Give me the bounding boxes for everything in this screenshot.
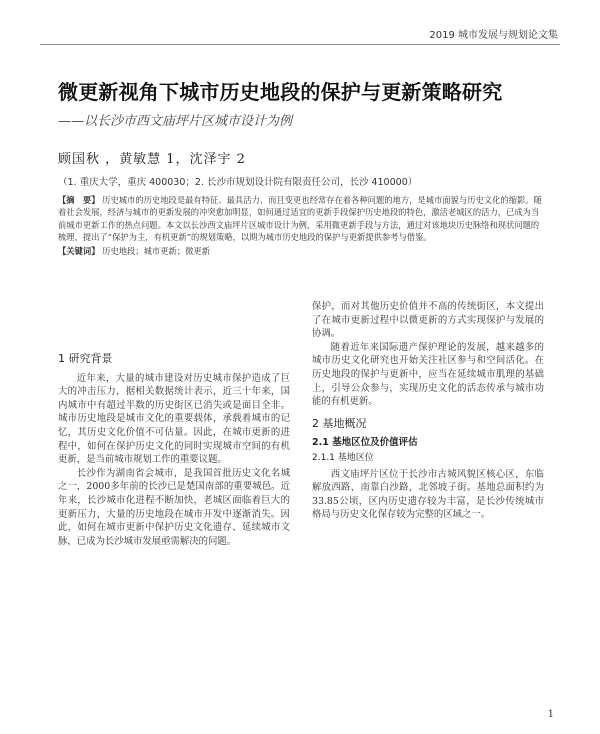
- subsubsection-heading: 2.1.1 基地区位: [312, 452, 374, 463]
- header-rule: [40, 44, 560, 45]
- body-paragraph: 随着近年来国际遗产保护理论的发展，越来越多的城市历史文化研究也开始关注社区参与和空间活化。在历史地段的保护与更新中，应当在延续城市肌理的基础上，引导公众参与，实现历史文化的活态传承与城市功能的有机更新。: [312, 341, 544, 408]
- paper-title: 微更新视角下城市历史地段的保护与更新策略研究: [58, 80, 503, 104]
- paper-subtitle: ——以长沙市西文庙坪片区城市设计为例: [58, 114, 293, 129]
- body-paragraph: 长沙作为湖南省会城市，是我国首批历史文化名城之一，2000多年前的长沙已是楚国南部的重要城邑。近年来，长沙城市化进程不断加快，老城区面临着巨大的更新压力，大量的历史地段在城市开发中逐渐消失。因此，如何在城市更新中保护历史文化遗存、延续城市文脉，已成为长沙城市发展亟需解决的问题。: [58, 467, 290, 547]
- section-heading: 1 研究背景: [58, 352, 113, 365]
- keywords: [58, 245, 546, 257]
- affiliation: （1. 重庆大学，重庆 400030；2. 长沙市规划设计院有限责任公司，长沙 410000）: [58, 177, 418, 188]
- right-column: [312, 300, 544, 522]
- page-number: 1: [547, 709, 554, 720]
- body-paragraph: 保护，而对其他历史价值并不高的传统街区，本文提出了在城市更新过程中以微更新的方式实现保护与发展的协调。: [312, 301, 544, 340]
- abstract-paragraph: [58, 194, 546, 244]
- abstract-block: [58, 194, 546, 257]
- abstract-text: 历史城市的历史地段是最有特征、最具活力、而且变更也经常存在着各种问题的地方，是城市面貌与历史文化的缩影。随着社会发展，经济与城市的更新发展的冲突愈加明显，如何通过适宜的更新手段保护历史地段的特色，激活老城区的活力，已成为当前城市更新工作的热点问题。本文以长沙西文庙坪片区城市设计为例，采用微更新手段与方法，通过对该地块历史脉络和现状问题的梳理，提出了“保护为主，有机更新”的规划策略，以期为城市历史地段的保护与更新提供参考与借鉴。: [58, 195, 542, 243]
- section-heading: 2 基地概况: [312, 416, 367, 430]
- keywords-label: 【关键词】: [58, 245, 100, 256]
- left-column: [58, 352, 290, 548]
- author-list: 顾国秋 ，黄敏慧 1，沈泽宇 2: [58, 152, 246, 167]
- running-head: 2019 城市发展与规划论文集: [429, 30, 558, 41]
- body-paragraph: 西文庙坪片区位于长沙市古城风貌区核心区，东临解放西路，南靠白沙路，北邻坡子街。基地总面积约为33.85公顷，区内历史遗存较为丰富，是长沙传统城市格局与历史文化保存较为完整的区域之一。: [312, 468, 544, 521]
- abstract-label: 【摘 要】: [58, 195, 100, 205]
- body-paragraph: 近年来，大量的城市建设对历史城市保护造成了巨大的冲击压力，据相关数据统计表示，近三十年来，国内城市中有超过半数的历史街区已消失或是面目全非。城市历史地段是城市文化的重要载体，承载着城市的记忆，其历史文化价值不可估量。因此，在城市更新的进程中，如何在保护历史文化的同时实现城市空间的有机更新，是当前城市规划工作的重要议题。: [58, 372, 290, 466]
- keywords-text: 历史地段；城市更新；微更新: [102, 245, 211, 256]
- subsection-heading: 2.1 基地区位及价值评估: [312, 437, 418, 449]
